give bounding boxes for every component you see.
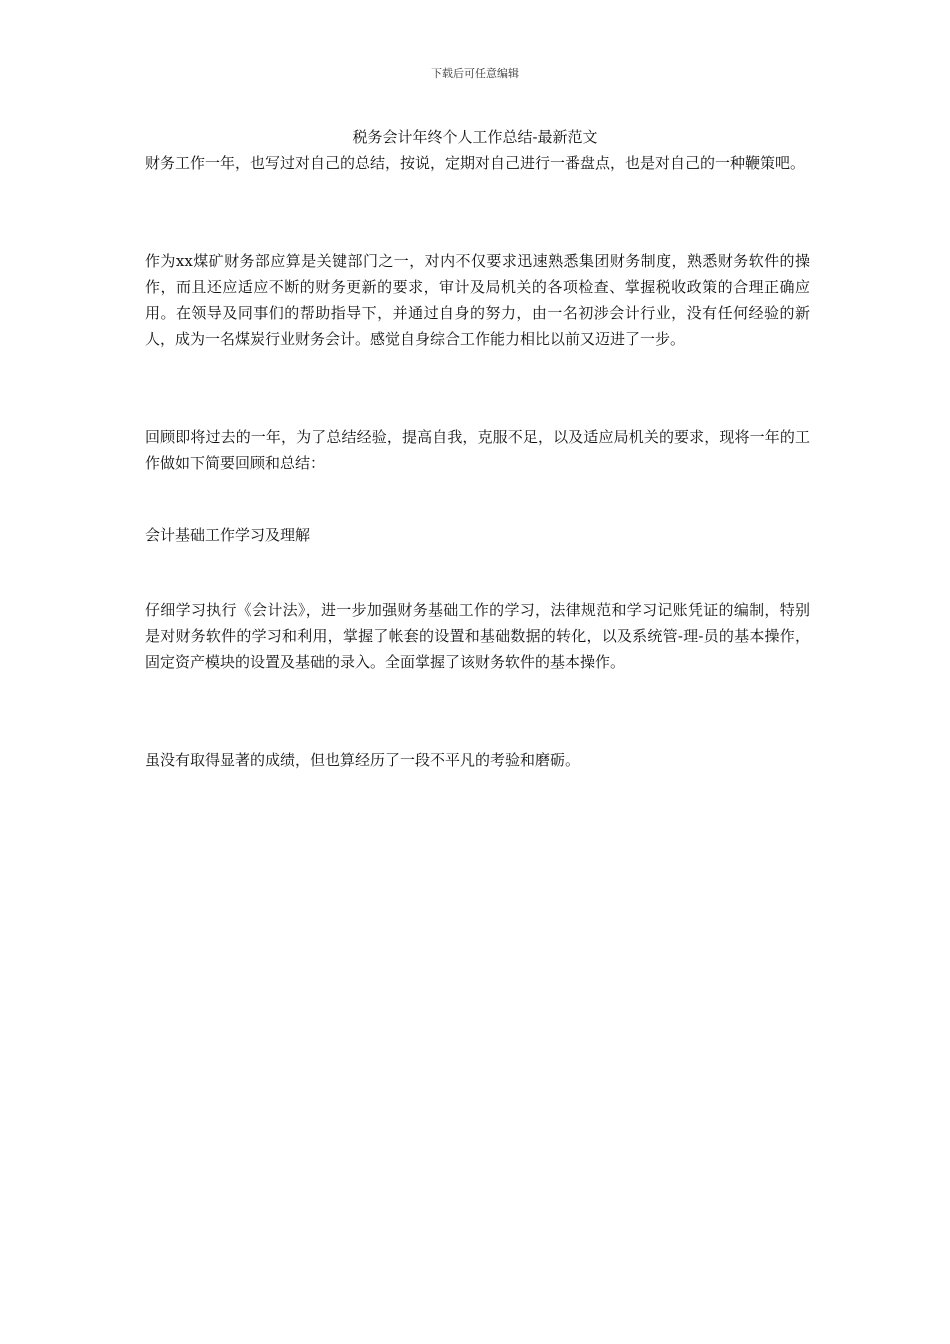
paragraph-4: 仔细学习执行《会计法》，进一步加强财务基础工作的学习，法律规范和学习记账凭证的编制，特别是对财务软件的学习和利用，掌握了帐套的设置和基础数据的转化，以及系统管-理-员的基本操作，固定资产模块的设置及基础的录入。全面掌握了该财务软件的基本操作。 xyxy=(145,601,810,671)
paragraph-3: 回顾即将过去的一年，为了总结经验，提高自我，克服不足，以及适应局机关的要求，现将一年的工作做如下简要回顾和总结： xyxy=(145,428,810,472)
header-note: 下载后可任意编辑 xyxy=(431,67,519,80)
paragraph-5: 虽没有取得显著的成绩，但也算经历了一段不平凡的考验和磨砺。 xyxy=(145,751,581,769)
document-title: 税务会计年终个人工作总结-最新范文 xyxy=(352,128,598,146)
paragraph-2: 作为xx煤矿财务部应算是关键部门之一，对内不仅要求迅速熟悉集团财务制度，熟悉财务软件的操作，而且还应适应不断的财务更新的要求，审计及局机关的各项检查、掌握税收政策的合理正确应用。在领导及同事们的帮助指导下，并通过自身的努力，由一名初涉会计行业，没有任何经验的新人，成为一名煤炭行业财务会计。感觉自身综合工作能力相比以前又迈进了一步。 xyxy=(145,252,810,348)
paragraph-1: 财务工作一年，也写过对自己的总结，按说，定期对自己进行一番盘点，也是对自己的一种鞭策吧。 xyxy=(145,154,806,172)
section-heading: 会计基础工作学习及理解 xyxy=(145,526,311,544)
